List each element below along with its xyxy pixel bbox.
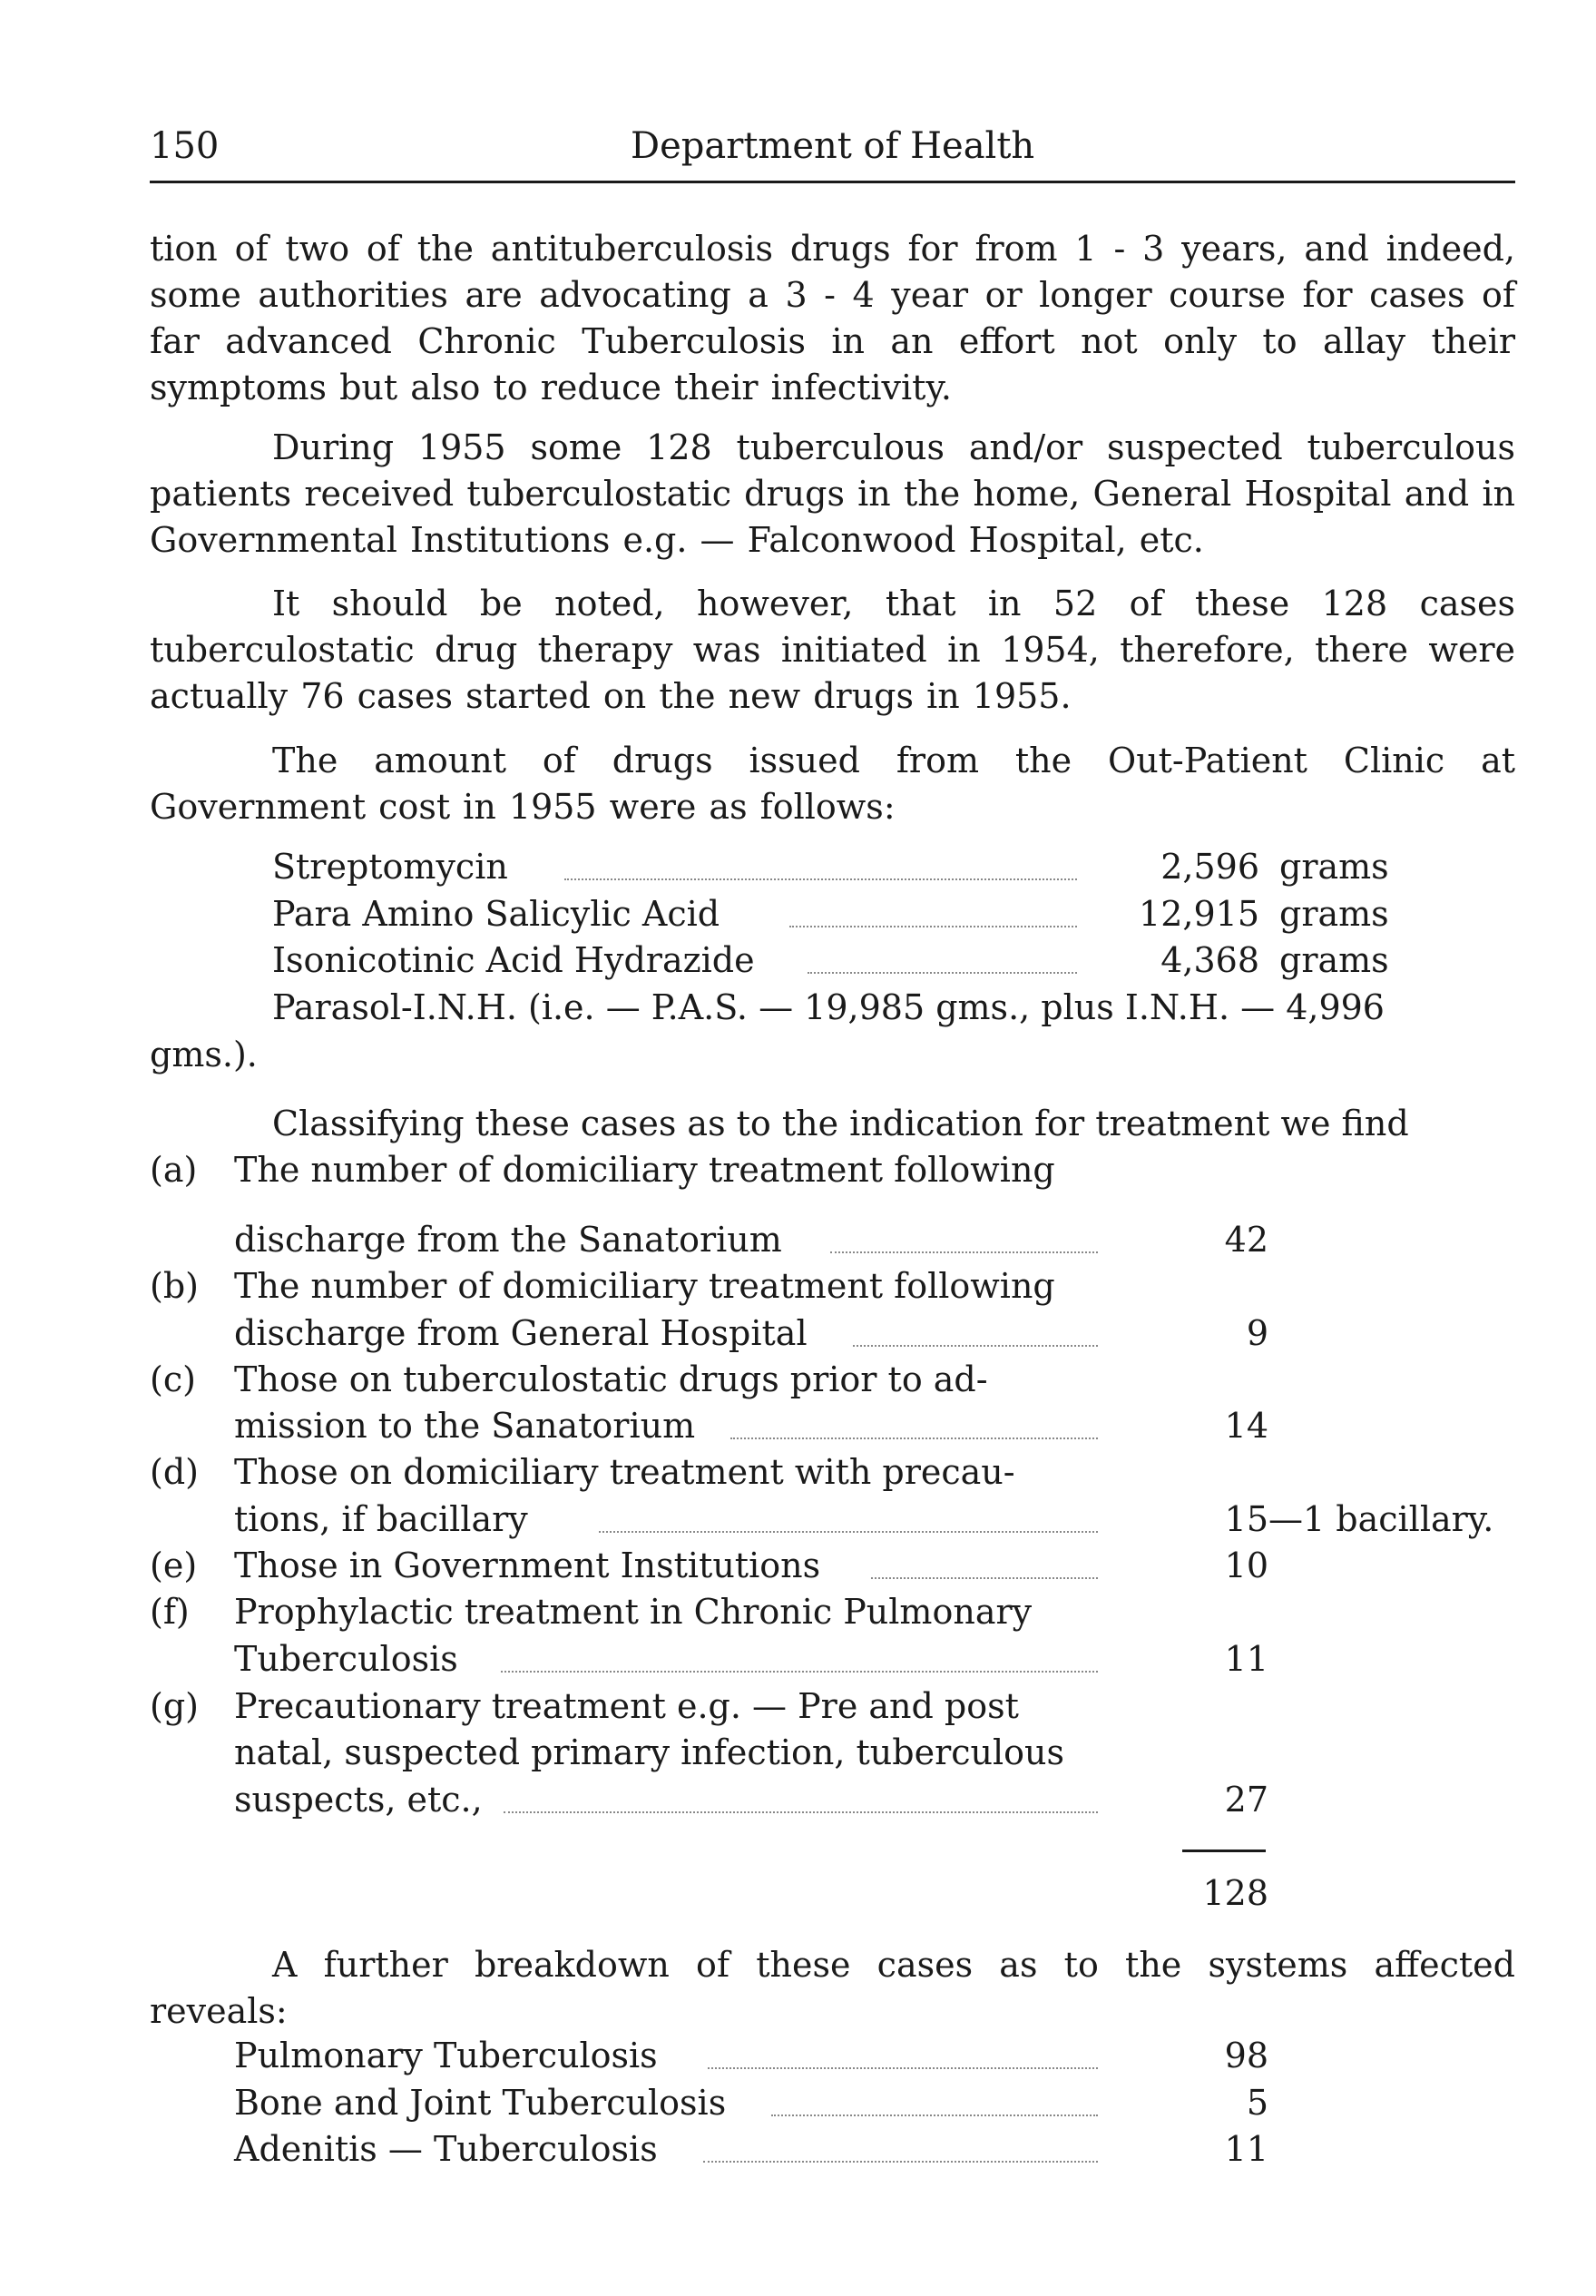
- item-text: The number of domiciliary treatment following: [234, 1150, 1055, 1190]
- drug-name: Para Amino Salicylic Acid: [272, 894, 720, 934]
- item-text: suspects, etc.,: [234, 1780, 483, 1820]
- dot-leader: [708, 2067, 1098, 2069]
- system-value: 5: [1246, 2083, 1268, 2123]
- item-text: tions, if bacillary: [234, 1499, 528, 1539]
- item-label: (c): [150, 1359, 196, 1399]
- system-name: Bone and Joint Tuberculosis: [234, 2083, 727, 2123]
- dot-leader: [564, 878, 1077, 880]
- drug-unit: grams: [1279, 894, 1389, 934]
- dot-leader: [501, 1671, 1098, 1673]
- item-value: 14: [1224, 1406, 1268, 1446]
- system-name: Adenitis — Tuberculosis: [234, 2129, 658, 2169]
- header-rule: [150, 181, 1515, 183]
- item-text: Precautionary treatment e.g. — Pre and post: [234, 1686, 1019, 1726]
- page-number: 150: [150, 125, 220, 167]
- system-value: 11: [1224, 2129, 1268, 2169]
- dot-leader: [599, 1531, 1098, 1533]
- paragraph-classifying: Classifying these cases as to the indication for treatment we find: [272, 1104, 1409, 1143]
- drug-unit: grams: [1279, 847, 1389, 887]
- drug-amount: 2,596: [1160, 847, 1259, 887]
- system-value: 98: [1224, 2036, 1268, 2075]
- item-text: The number of domiciliary treatment following: [234, 1266, 1055, 1306]
- item-text: Prophylactic treatment in Chronic Pulmonary: [234, 1592, 1033, 1632]
- item-value: 10: [1224, 1545, 1268, 1585]
- item-label: (g): [150, 1686, 199, 1726]
- item-value: 42: [1224, 1220, 1268, 1260]
- drug-unit: grams: [1279, 940, 1389, 980]
- item-label: (a): [150, 1150, 198, 1190]
- drug-amount: 12,915: [1139, 894, 1259, 934]
- item-text: Those on tuberculostatic drugs prior to ad-: [234, 1359, 988, 1399]
- drug-name: Isonicotinic Acid Hydrazide: [272, 940, 755, 980]
- dot-leader: [730, 1437, 1098, 1439]
- item-text: discharge from General Hospital: [234, 1313, 808, 1353]
- dot-leader: [808, 972, 1077, 974]
- dot-leader: [789, 926, 1077, 927]
- paragraph-initiated-1954: It should be noted, however, that in 52 of these 128 cases tuberculostatic drug therapy was initiated in 1954, therefore, there were actually 76 cases started on the new drugs in 1955.: [150, 584, 1515, 716]
- dot-leader: [853, 1345, 1098, 1347]
- item-value: 15: [1224, 1499, 1268, 1539]
- paragraph-systems: A further breakdown of these cases as to the systems affected reveals:: [150, 1945, 1515, 2031]
- total-rule: [1182, 1850, 1266, 1852]
- classification-total: 128: [1202, 1873, 1268, 1913]
- item-label: (f): [150, 1592, 190, 1632]
- paragraph-drugs-issued: The amount of drugs issued from the Out-Patient Clinic at Government cost in 1955 were as follows:: [150, 741, 1515, 827]
- drug-amount: 4,368: [1160, 940, 1259, 980]
- paragraph-continuation: tion of two of the antituberculosis drugs for from 1 - 3 years, and indeed, some authorities are advocating a 3 - 4 year or longer course for cases of far advanced Chronic Tuberculosis in an effort not only to allay their symptoms but also to reduce their infectivity.: [150, 229, 1515, 407]
- parasol-line: Parasol-I.N.H. (i.e. — P.A.S. — 19,985 gms., plus I.N.H. — 4,996: [272, 987, 1385, 1027]
- item-value: 27: [1224, 1780, 1268, 1820]
- item-text: Tuberculosis: [234, 1639, 458, 1679]
- item-note: —1 bacillary.: [1268, 1499, 1494, 1539]
- item-text: Those on domiciliary treatment with precau-: [234, 1452, 1015, 1492]
- item-label: (d): [150, 1452, 199, 1492]
- drug-name: Streptomycin: [272, 847, 508, 887]
- dot-leader: [504, 1811, 1098, 1813]
- page-header: [150, 125, 1515, 171]
- dot-leader: [830, 1251, 1098, 1253]
- dot-leader: [703, 2161, 1098, 2163]
- item-value: 9: [1246, 1313, 1268, 1353]
- parasol-line-continued: gms.).: [150, 1035, 258, 1074]
- dot-leader: [871, 1577, 1098, 1579]
- item-text: discharge from the Sanatorium: [234, 1220, 782, 1260]
- dot-leader: [771, 2114, 1098, 2116]
- item-value: 11: [1224, 1639, 1268, 1679]
- item-label: (b): [150, 1266, 199, 1306]
- system-name: Pulmonary Tuberculosis: [234, 2036, 658, 2075]
- running-head: Department of Health: [631, 125, 1035, 167]
- item-text: mission to the Sanatorium: [234, 1406, 696, 1446]
- paragraph-patients-1955: During 1955 some 128 tuberculous and/or suspected tuberculous patients received tuberculostatic drugs in the home, General Hospital and in Governmental Institutions e.g. — Falconwood Hospital, etc.: [150, 427, 1515, 560]
- item-text: natal, suspected primary infection, tuberculous: [234, 1732, 1065, 1772]
- item-text: Those in Government Institutions: [234, 1545, 821, 1585]
- item-label: (e): [150, 1545, 198, 1585]
